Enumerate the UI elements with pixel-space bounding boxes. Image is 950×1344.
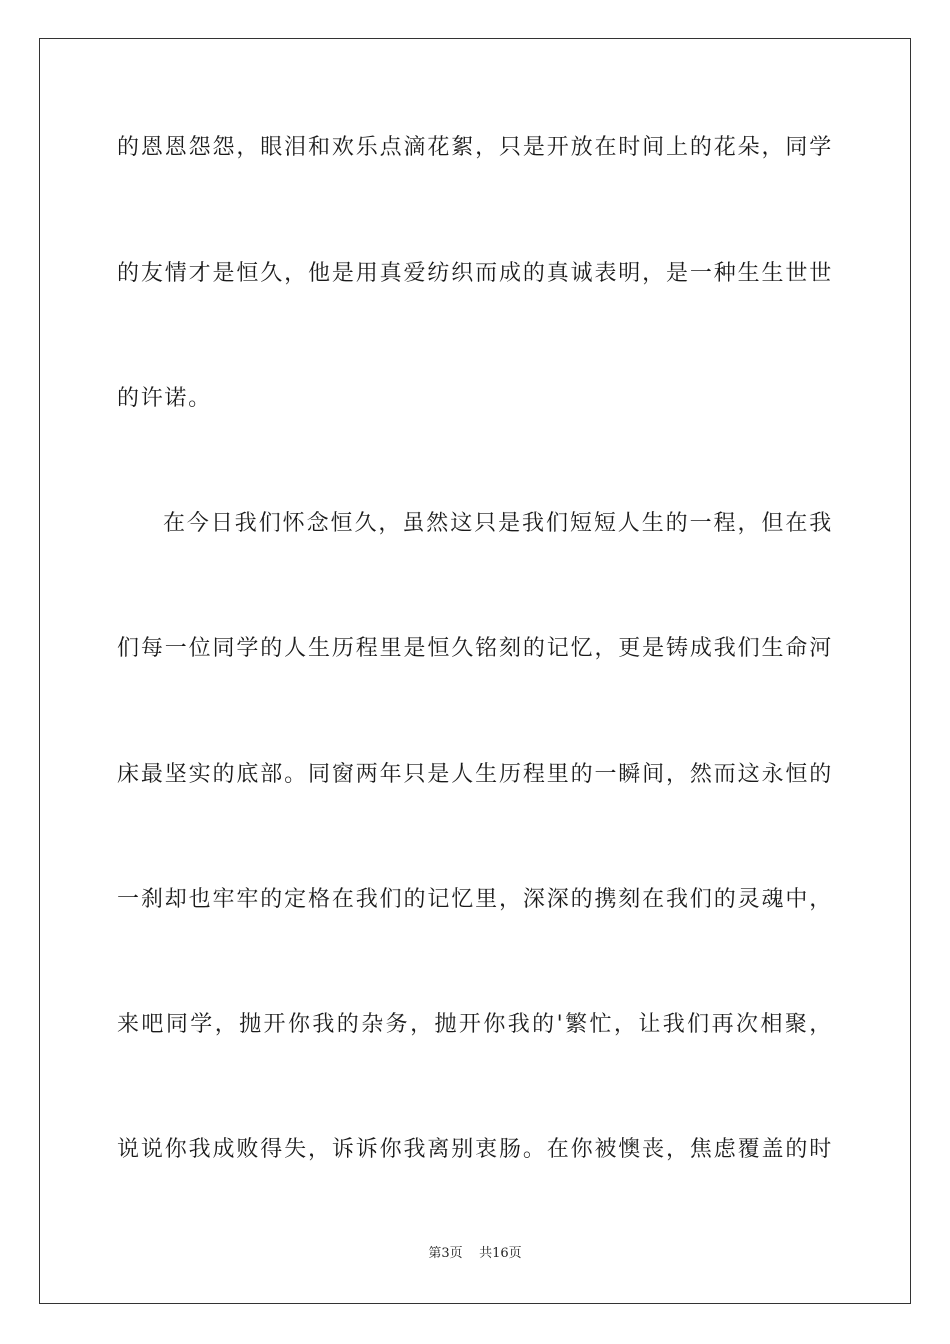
page-border bbox=[39, 38, 911, 1304]
body-text-line-5: 们每一位同学的人生历程里是恒久铭刻的记忆，更是铸成我们生命河 bbox=[117, 636, 833, 661]
page-number: 第3页 bbox=[428, 1246, 463, 1261]
body-text-line-3: 的许诺。 bbox=[117, 386, 212, 411]
body-text-line-9: 说说你我成败得失，诉诉你我离别衷肠。在你被懊丧，焦虑覆盖的时 bbox=[117, 1137, 833, 1162]
body-text-line-6: 床最坚实的底部。同窗两年只是人生历程里的一瞬间，然而这永恒的 bbox=[117, 762, 833, 787]
body-text-line-1: 的恩恩怨怨，眼泪和欢乐点滴花絮，只是开放在时间上的花朵，同学 bbox=[117, 135, 833, 160]
body-text-line-7: 一刹却也牢牢的定格在我们的记忆里，深深的携刻在我们的灵魂中， bbox=[117, 887, 833, 912]
total-pages: 共16页 bbox=[479, 1246, 522, 1261]
paragraph-2-first-line: 在今日我们怀念恒久，虽然这只是我们短短人生的一程，但在我 bbox=[163, 511, 833, 536]
page-footer bbox=[0, 1245, 950, 1263]
body-text-line-2: 的友情才是恒久，他是用真爱纺织而成的真诚表明，是一种生生世世 bbox=[117, 261, 833, 286]
body-text-line-8: 来吧同学，抛开你我的杂务，抛开你我的'繁忙，让我们再次相聚， bbox=[117, 1012, 833, 1037]
